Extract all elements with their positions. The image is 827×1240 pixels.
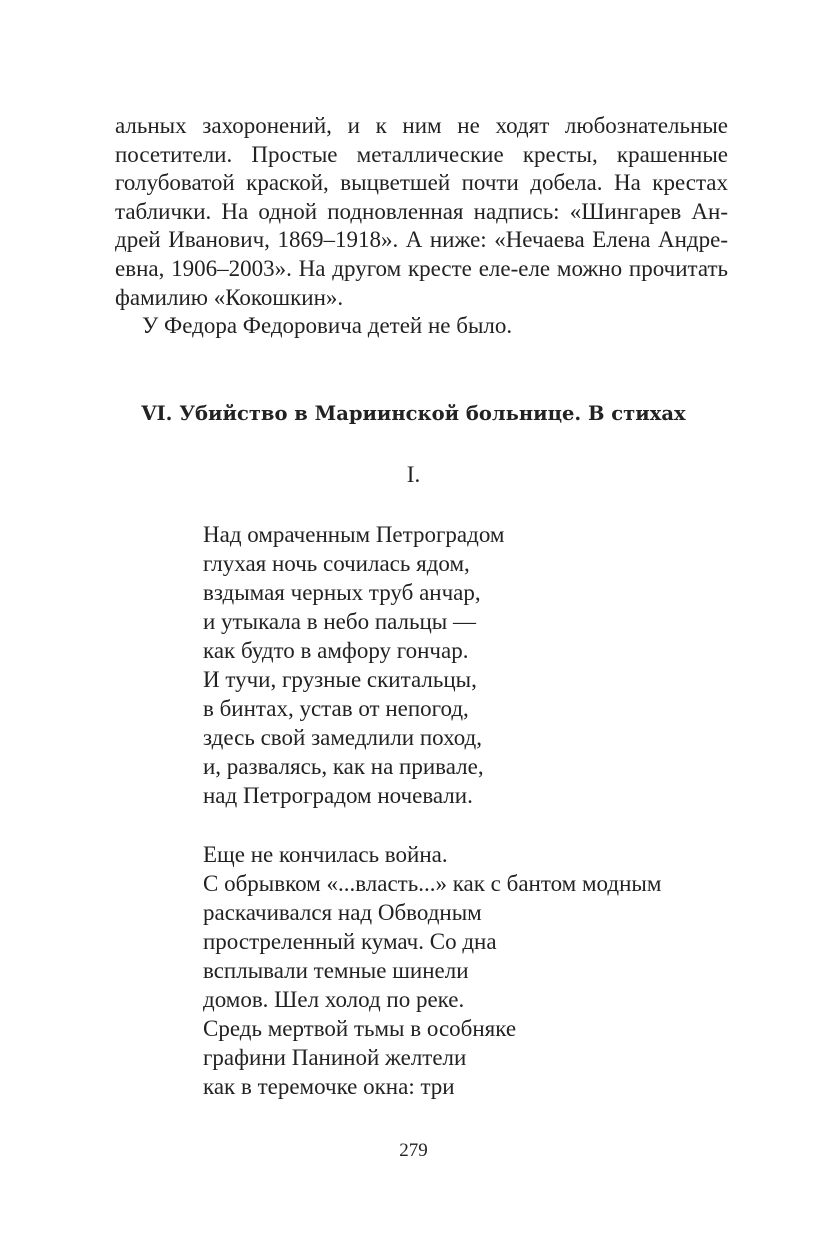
text-line: фамилию «Кокошкин». [115,284,344,310]
poem-stanza-2 [203,840,661,1101]
text-line: посетители. Простые металлические кресты, крашенные [115,141,728,167]
chapter-heading: VI. Убийство в Мариинской больнице. В стихах [141,402,686,425]
poem-line: домов. Шел холод по реке. [203,987,465,1012]
text-line: голубоватой краской, выцветшей почти добела. На крестах [115,170,728,196]
poem-line: Еще не кончилась война. [203,842,448,867]
poem-line: над Петроградом ночевали. [203,783,473,808]
poem-line: графини Паниной желтели [203,1045,467,1070]
poem-line: вздымая черных труб анчар, [203,580,481,605]
text-line: евна, 1906–2003». На другом кресте еле-еле можно прочитать [115,255,728,281]
text-line: таблички. На одной подновленная надпись: «Шингарев Ан- [115,198,728,224]
text-line: дрей Иванович, 1869–1918». А ниже: «Нечаева Елена Андре- [115,227,728,253]
poem-line: Над омраченным Петроградом [203,522,505,547]
poem-line: С обрывком «...власть...» как с бантом модным [203,871,662,896]
poem-line: как будто в амфору гончар. [203,638,469,663]
poem-line: как в теремочке окна: три [203,1074,455,1099]
poem-line: всплывали темные шинели [203,958,469,983]
poem-line: и утыкала в небо пальцы — [203,609,477,634]
prose-paragraph [115,112,728,341]
poem-stanza-1 [203,520,504,810]
text-line: У Федора Федоровича детей не было. [142,313,513,339]
poem-line: раскачивался над Обводным [203,900,482,925]
part-number: I. [406,462,421,487]
poem-line: и, развалясь, как на привале, [203,754,484,779]
poem-line: И тучи, грузные скитальцы, [203,667,477,692]
text-line: альных захоронений, и к ним не ходят любознательные [115,113,728,138]
poem-line: здесь свой замедлили поход, [203,725,482,750]
page-number: 279 [399,1140,428,1161]
poem-line: глухая ночь сочилась ядом, [203,551,470,576]
poem-line: простреленный кумач. Со дна [203,929,497,954]
poem-line: Средь мертвой тьмы в особняке [203,1016,517,1041]
poem-line: в бинтах, устав от непогод, [203,696,469,721]
